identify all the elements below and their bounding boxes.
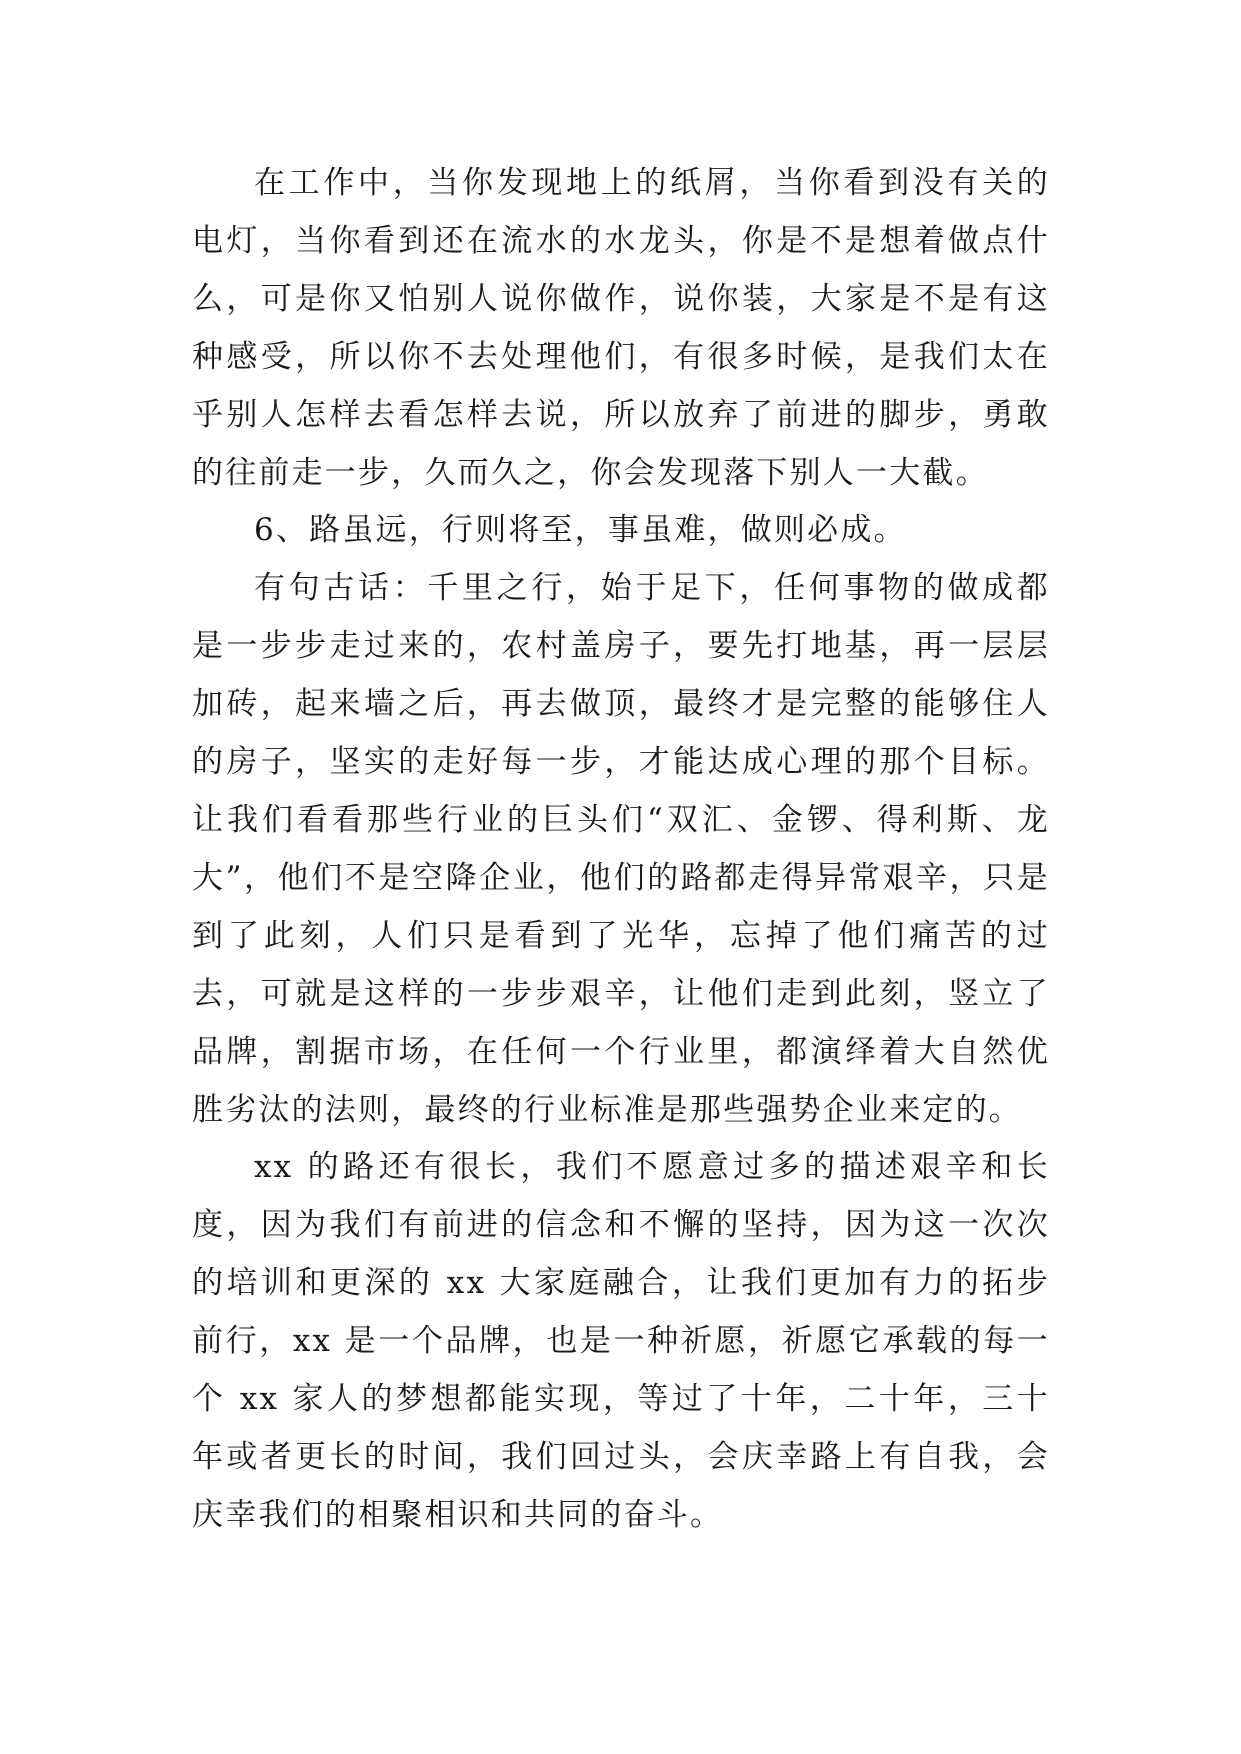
paragraph-step-by-step: 有句古话：千里之行，始于足下，任何事物的做成都是一步步走过来的，农村盖房子，要先打地基，再一层层加砖，起来墙之后，再去做顶，最终才是完整的能够住人的房子，坚实的走好每一步，才能达成心理的那个目标。让我们看看那些行业的巨头们“双汇、金锣、得利斯、龙大”，他们不是空降企业，他们的路都走得异常艰辛，只是到了此刻，人们只是看到了光华，忘掉了他们痛苦的过去，可就是这样的一步步艰辛，让他们走到此刻，竖立了品牌，割据市场，在任何一个行业里，都演绎着大自然优胜劣汰的法则，最终的行业标准是那些强势企业来定的。 [192, 570, 1050, 1128]
paragraph-attention-to-details: 在工作中，当你发现地上的纸屑，当你看到没有关的电灯，当你看到还在流水的水龙头，你是不是想着做点什么，可是你又怕别人说你做作，说你装，大家是不是有这种感受，所以你不去处理他们，有很多时候，是我们太在乎别人怎样去看怎样去说，所以放弃了前进的脚步，勇敢的往前走一步，久而久之，你会发现落下别人一大截。 [192, 165, 1050, 491]
paragraph-xx-future: xx 的路还有很长，我们不愿意过多的描述艰辛和长度，因为我们有前进的信念和不懈的坚持，因为这一次次的培训和更深的 xx 大家庭融合，让我们更加有力的拓步前行，xx 是一个品牌，也是一种祈愿，祈愿它承载的每一个 xx 家人的梦想都能实现，等过了十年，二十年，三十年或者更长的时间，我们回过头，会庆幸路上有自我，会庆幸我们的相聚相识和共同的奋斗。 [192, 1149, 1050, 1533]
paragraph-heading-6: 6、路虽远，行则将至，事虽难，做则必成。 [254, 512, 907, 549]
document-page [192, 155, 1050, 1545]
